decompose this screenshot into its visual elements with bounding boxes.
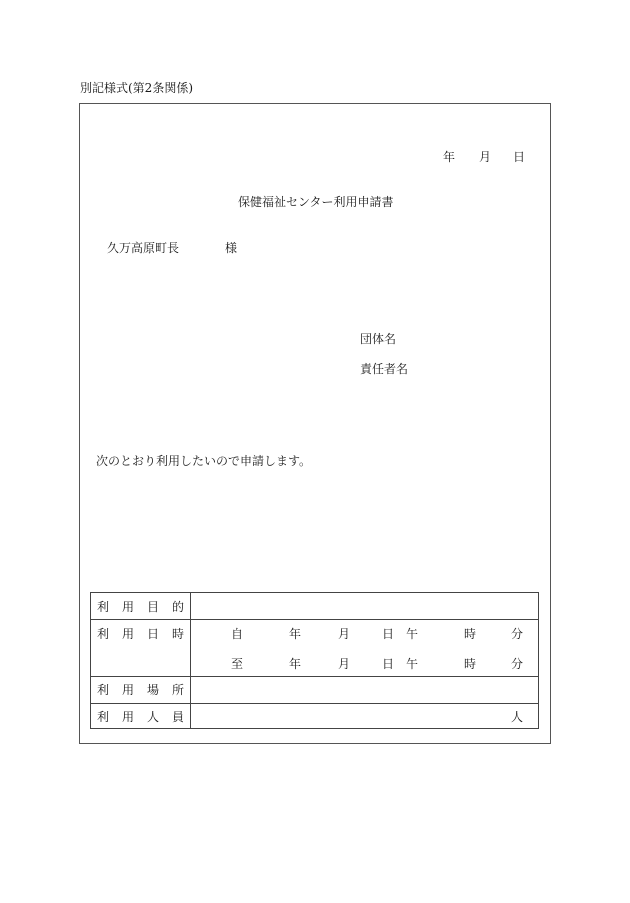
from-ampm-label: 午 — [406, 627, 419, 641]
representative-name-label: 責任者名 — [360, 362, 409, 376]
purpose-field[interactable] — [191, 593, 539, 619]
form-reference: 別記様式(第2条関係) — [80, 81, 193, 95]
from-month-label: 月 — [338, 627, 351, 641]
addressee: 久万高原町長 — [107, 241, 180, 255]
organization-name-label: 団体名 — [360, 332, 397, 346]
usage-table — [90, 592, 539, 729]
honorific: 様 — [225, 241, 238, 255]
to-month-label: 月 — [338, 657, 351, 671]
to-prefix: 至 — [231, 657, 244, 671]
to-year-label: 年 — [289, 657, 302, 671]
from-minute-label: 分 — [511, 627, 524, 641]
from-year-label: 年 — [289, 627, 302, 641]
document-title: 保健福祉センター利用申請書 — [238, 195, 394, 209]
to-day-label: 日 — [382, 657, 395, 671]
to-hour-label: 時 — [464, 657, 477, 671]
people-unit-label: 人 — [511, 710, 524, 724]
place-field[interactable] — [191, 677, 539, 703]
people-field[interactable] — [191, 704, 539, 729]
from-prefix: 自 — [231, 627, 244, 641]
from-hour-label: 時 — [464, 627, 477, 641]
people-label: 利 用 人 員 — [97, 710, 184, 724]
request-statement: 次のとおり利用したいので申請します。 — [96, 454, 312, 468]
date-month-label: 月 — [479, 150, 492, 164]
datetime-label: 利 用 日 時 — [97, 627, 184, 641]
datetime-field[interactable] — [191, 620, 539, 676]
date-year-label: 年 — [443, 150, 456, 164]
place-label: 利 用 場 所 — [97, 683, 184, 697]
date-day-label: 日 — [513, 150, 526, 164]
to-minute-label: 分 — [511, 657, 524, 671]
from-day-label: 日 — [382, 627, 395, 641]
purpose-label: 利 用 目 的 — [97, 600, 184, 614]
to-ampm-label: 午 — [406, 657, 419, 671]
